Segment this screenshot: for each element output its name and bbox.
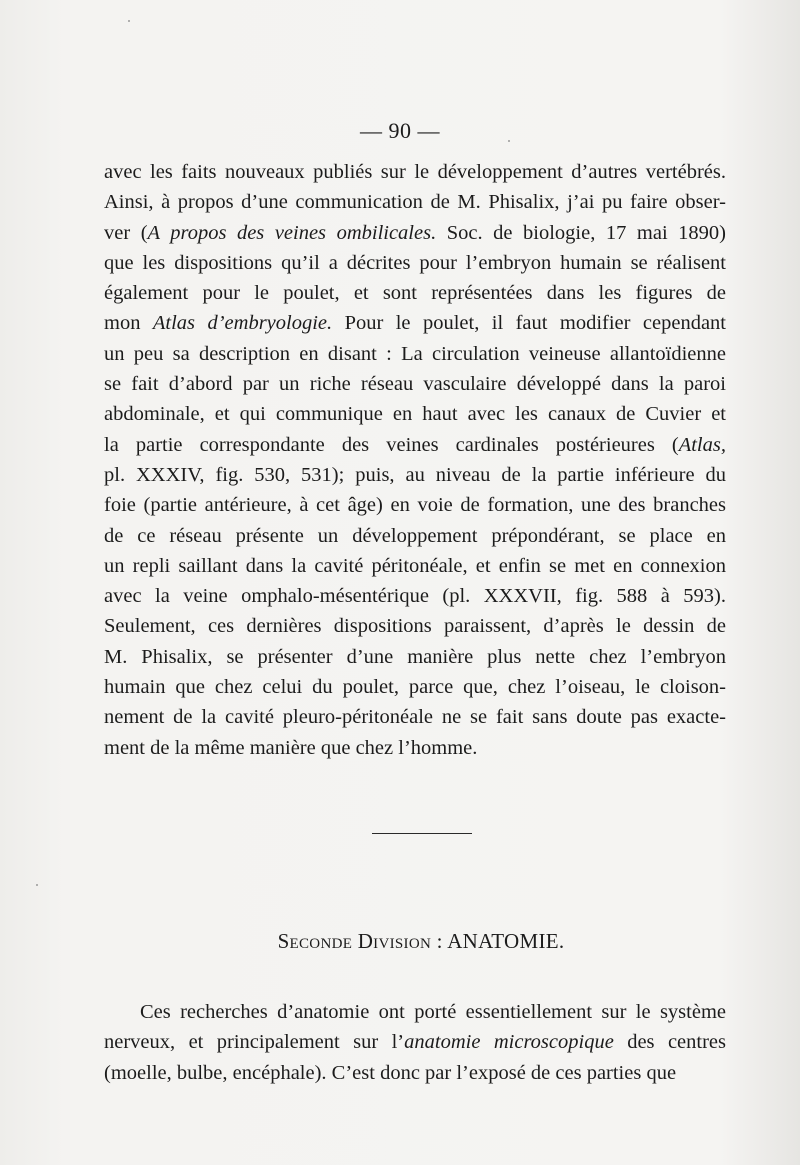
italic-text: Atlas d’embryologie.	[152, 312, 333, 335]
text-line	[104, 642, 726, 672]
text-run: se fait d’abord par un riche réseau vasculaire développé dans la paroi	[104, 373, 726, 396]
page-number: — 90 —	[360, 118, 440, 143]
print-speck	[128, 20, 130, 22]
text-line	[104, 551, 726, 581]
text-line	[104, 581, 726, 611]
text-run: abdominale, et qui communique en haut avec les canaux de Cuvier et	[104, 403, 726, 426]
print-speck	[36, 884, 38, 886]
italic-text: Atlas,	[678, 433, 726, 456]
text-line	[104, 490, 726, 520]
text-line	[104, 521, 726, 551]
text-run: pl. XXXIV, fig. 530, 531); puis, au niveau de la partie inférieure du	[104, 463, 726, 486]
italic-text: A propos des veines ombilicales.	[147, 221, 437, 244]
text-run: (moelle, bulbe, encéphale). C’est donc par l’exposé de ces parties que	[104, 1061, 677, 1084]
print-speck	[508, 140, 510, 142]
text-run: Ces recherches d’anatomie ont porté essentiellement sur le système	[140, 1001, 726, 1023]
text-line	[104, 399, 726, 429]
text-run: humain que chez celui du poulet, parce que, chez l’oiseau, le cloison-	[104, 676, 726, 699]
text-run: Seulement, ces dernières dispositions paraissent, d’après le dessin de	[104, 615, 726, 638]
section-heading	[0, 929, 800, 954]
text-run: ver (	[104, 221, 148, 244]
text-line	[104, 611, 726, 641]
section-heading-label: Seconde Division	[277, 929, 432, 953]
text-run: un peu sa description en disant : La circulation veineuse allantoïdienne	[104, 342, 726, 365]
text-line	[104, 1058, 726, 1088]
body-paragraph-2	[104, 997, 726, 1088]
text-run: nement de la cavité pleuro-péritonéale ne se fait sans doute pas exacte-	[104, 706, 726, 729]
text-line	[104, 672, 726, 702]
text-run: ment de la même manière que chez l’homme.	[104, 736, 478, 759]
text-line	[104, 218, 726, 248]
text-run: Ainsi, à propos d’une communication de M. Phisalix, j’ai pu faire obser-	[104, 191, 726, 214]
text-run: avec la veine omphalo-mésentérique (pl. XXXVII, fig. 588 à 593).	[104, 585, 726, 608]
text-run: Pour le poulet, il faut modifier cependant	[332, 312, 726, 335]
text-line	[104, 248, 726, 278]
text-line	[104, 157, 726, 187]
text-run: également pour le poulet, et sont représentées dans les figures de	[104, 282, 726, 305]
text-run: que les dispositions qu’il a décrites pour l’embryon humain se réalisent	[104, 251, 726, 274]
text-run: nerveux, et principalement sur l’	[104, 1031, 405, 1054]
italic-text: anatomie microscopique	[404, 1031, 614, 1054]
text-line	[104, 308, 726, 338]
text-run: la partie correspondante des veines cardinales postérieures (	[104, 433, 679, 456]
section-divider-rule	[372, 833, 472, 834]
text-line	[104, 278, 726, 308]
text-run: M. Phisalix, se présenter d’une manière plus nette chez l’embryon	[104, 645, 726, 668]
text-line	[104, 430, 726, 460]
text-run: des centres	[613, 1031, 727, 1054]
text-run: avec les faits nouveaux publiés sur le développement d’autres vertébrés.	[104, 161, 726, 183]
text-run: foie (partie antérieure, à cet âge) en voie de formation, une des branches	[104, 494, 726, 517]
text-run: mon	[104, 312, 153, 335]
body-paragraph-1	[104, 157, 726, 763]
section-heading-title: ANATOMIE.	[447, 929, 565, 953]
text-run: un repli saillant dans la cavité péritonéale, et enfin se met en connexion	[104, 554, 726, 577]
text-line	[104, 339, 726, 369]
text-line	[104, 733, 726, 763]
text-line	[104, 1027, 726, 1057]
text-line	[104, 369, 726, 399]
text-run: Soc. de biologie, 17 mai 1890)	[436, 221, 726, 244]
text-line	[104, 997, 726, 1027]
section-heading-separator: :	[431, 929, 448, 953]
text-line	[104, 187, 726, 217]
text-line	[104, 460, 726, 490]
text-line	[104, 702, 726, 732]
text-run: de ce réseau présente un développement prépondérant, se place en	[104, 524, 726, 547]
